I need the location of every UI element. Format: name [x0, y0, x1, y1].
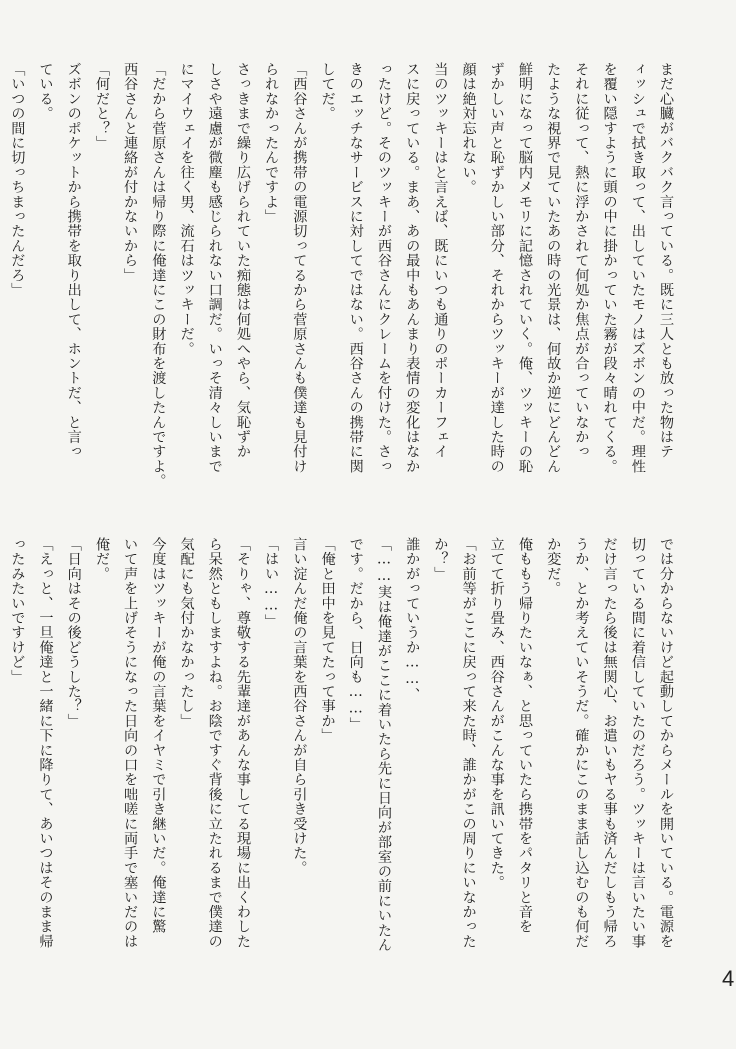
text-column: ズボンのポケットから携帯を取り出して、ホントだ、と言っ: [65, 62, 82, 459]
top-text-block: [9, 62, 680, 517]
text-column: 「俺と田中を見てたって事か」: [319, 537, 336, 743]
text-column: しさや遠慮が微塵も感じられない口調だ。いっそ清々しいまで: [206, 62, 223, 474]
text-column: 「えっと、一旦俺達と一緒に下に降りて、あいつはそのまま帰: [37, 537, 54, 949]
text-column: 「日向はその後どうした？」: [65, 537, 82, 729]
text-column: たような視界で見ていたあの時の光景は、何故か逆にどんどん: [545, 62, 562, 474]
text-column: 「はい……」: [263, 537, 280, 629]
text-column: 俺だ。: [93, 537, 110, 582]
text-column: 気配にも気付かなかったし」: [178, 537, 195, 729]
text-column: 当のツッキーはと言えば、既にいつも通りのポーカーフェイ: [432, 62, 449, 459]
text-column: ったけど。そのツッキーが西谷さんにクレームを付けた。さっ: [375, 62, 392, 474]
text-column: まだ心臓がバクバク言っている。既に三人とも放った物はテ: [658, 62, 674, 459]
text-column: 今度はツッキーが俺の言葉をイヤミで引き継いだ。俺達に驚: [150, 537, 167, 934]
text-column: 立てて折り畳み、西谷さんがこんな事を訊いてきた。: [488, 537, 505, 890]
text-column: です。だから、日向も……」: [347, 537, 364, 732]
text-column: うか、とか考えていそうだ。確かにこのまま話し込むのも何だ: [573, 537, 590, 949]
text-column: にマイウェイを往く男、流石はツッキーだ。: [178, 62, 195, 356]
text-column: 「西谷さんが携帯の電源切ってるから菅原さんも僕達も見付け: [291, 62, 308, 474]
text-column: 鮮明になって脳内メモリに記憶されていく。俺、ツッキーの恥: [516, 62, 533, 474]
text-column: してだ。: [319, 62, 336, 121]
text-column: を覆い隠すように頭の中に掛かっていた霧が段々晴れてくる。: [601, 62, 618, 474]
text-column: 誰かがっていうか……、: [404, 537, 421, 703]
text-column: 「だから菅原さんは帰り際に俺達にこの財布を渡したんですよ。: [150, 62, 167, 489]
text-column: か変だ。: [545, 537, 562, 596]
text-column: だけ言ったら後は無関心、お遣いもヤる事も済んだしもう帰ろ: [601, 537, 618, 949]
text-column: ったみたいですけど」: [9, 537, 26, 684]
text-column: 「……実は俺達がここに着いたら先に日向が部室の前にいたん: [375, 537, 392, 953]
page-number: 4: [722, 966, 735, 991]
text-column: られなかったんですよ」: [263, 62, 280, 224]
text-column: 「お前等がここに戻って来た時、誰かがこの周りにいなかった: [460, 537, 477, 949]
text-column: 「そりゃ、尊敬する先輩達があんな事してる現場に出くわした: [234, 537, 251, 949]
text-column: 西谷さんと連絡が付かないから」: [122, 62, 139, 283]
text-column: 「いつの間に切っちまったんだろ」: [9, 62, 26, 298]
text-column: それに従って、熱に浮かされて何処か焦点が合っていなかっ: [573, 62, 590, 459]
text-column: きのエッチなサービスに対してではない。西谷さんの携帯に関: [347, 62, 364, 474]
text-column: ずかしい声と恥ずかしい部分、それからツッキーが達した時の: [488, 62, 505, 474]
text-column: か？」: [432, 537, 449, 582]
text-column: スに戻っている。まあ、あの最中もあんまり表情の変化はなか: [404, 62, 421, 474]
text-column: 俺ももう帰りたいなぁ、と思っていたら携帯をパタリと音を: [516, 537, 533, 934]
text-column: 言い淀んだ俺の言葉を西谷さんが自ら引き受けた。: [291, 537, 308, 876]
text-column: 顔は絶対忘れない。: [460, 62, 477, 195]
text-column: さっきまで繰り広げられていた痴態は何処へやら、気恥ずか: [234, 62, 251, 459]
text-column: いて声を上げそうになった日向の口を咄嗟に両手で塞いだのは: [122, 537, 139, 949]
text-column: 「何だと？」: [93, 62, 110, 151]
text-column: [0, 62, 3, 517]
text-column: 切っている間に着信していたのだろう。ツッキーは言いたい事: [629, 537, 646, 949]
text-column: ら呆然ともしますよね。お陰ですぐ背後に立たれるまで僕達の: [206, 537, 223, 949]
text-column: ている。: [37, 62, 54, 121]
text-column: ィッシュで拭き取って、出していたモノはズボンの中だ。理性: [629, 62, 646, 474]
bottom-text-block: [9, 537, 680, 992]
text-column: [0, 537, 3, 992]
text-column: では分からないけど起動してからメールを開いている。電源を: [658, 537, 674, 949]
